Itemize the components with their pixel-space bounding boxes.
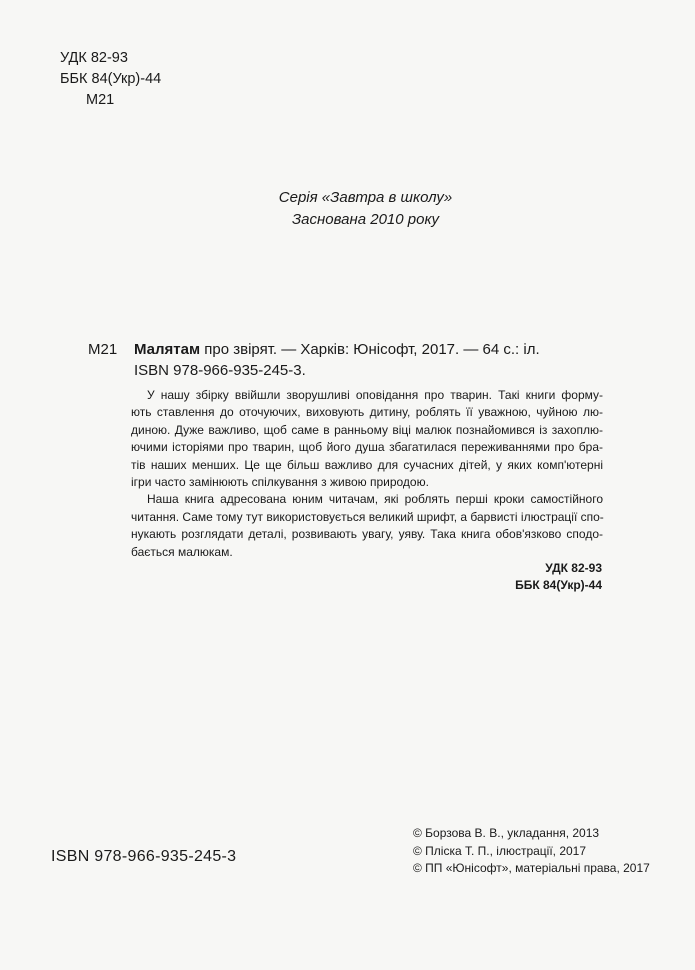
classification-codes-bottom — [515, 560, 602, 594]
udk-code: УДК 82-93 — [545, 561, 602, 575]
abstract-line: Наша книга адресована юним читачам, які роблять перші кроки самостійного — [147, 492, 603, 507]
copyright-line: © ПП «Юнісофт», матеріальні права, 2017 — [413, 861, 650, 875]
udk-code: УДК 82-93 — [60, 50, 128, 66]
abstract-line: читання. Саме тому тут використовується великий шрифт, а барвисті ілюстрації спо- — [131, 509, 604, 524]
series-founded: Заснована 2010 року — [291, 211, 440, 228]
book-abstract — [131, 387, 603, 561]
abstract-line: нукають розглядати деталі, розвивають увагу, уяву. Така книга обов'язково сподо- — [131, 527, 603, 542]
series-title: Серія «Завтра в школу» — [278, 189, 453, 206]
abstract-line: ють ставлення до оточуючих, виховують дитину, роблять її уважною, чуйною лю- — [131, 405, 603, 420]
bbk-code: ББК 84(Укр)-44 — [515, 578, 602, 592]
abstract-line: диною. Дуже важливо, щоб саме в ранньому віці малюк познайомився із захоплю- — [131, 422, 603, 437]
classification-codes-top — [60, 48, 161, 111]
publication-details: про звірят. — Харків: Юнісофт, 2017. — 64 с.: іл. — [200, 341, 540, 358]
footer-isbn: ISBN 978-966-935-245-3 — [51, 848, 237, 865]
copyright-block — [413, 825, 650, 878]
abstract-line: ігри часто замінюють спілкування з живою природою. — [131, 475, 429, 490]
catalog-isbn: ISBN 978-966-935-245-3. — [134, 362, 306, 379]
abstract-line: ючими історіями про тварин, щоб його душа збагатилася переживаннями про бра- — [131, 440, 603, 455]
abstract-line: тів наших менших. Це ще більш важливо для сучасних дітей, у яких комп'ютерні — [131, 457, 603, 472]
bibliographic-reference — [134, 339, 540, 360]
copyright-line: © Борзова В. В., укладання, 2013 — [413, 826, 600, 840]
catalog-author-mark: М21 — [88, 341, 118, 358]
series-info — [0, 187, 695, 231]
bbk-code: ББК 84(Укр)-44 — [60, 71, 162, 87]
abstract-line: бається малюкам. — [131, 544, 233, 559]
book-title: Малятам — [134, 341, 201, 358]
author-mark: М21 — [86, 92, 115, 108]
copyright-line: © Пліска Т. П., ілюстрації, 2017 — [413, 843, 587, 858]
abstract-line: У нашу збірку ввійшли зворушливі оповідання про тварин. Такі книги форму- — [147, 388, 603, 402]
